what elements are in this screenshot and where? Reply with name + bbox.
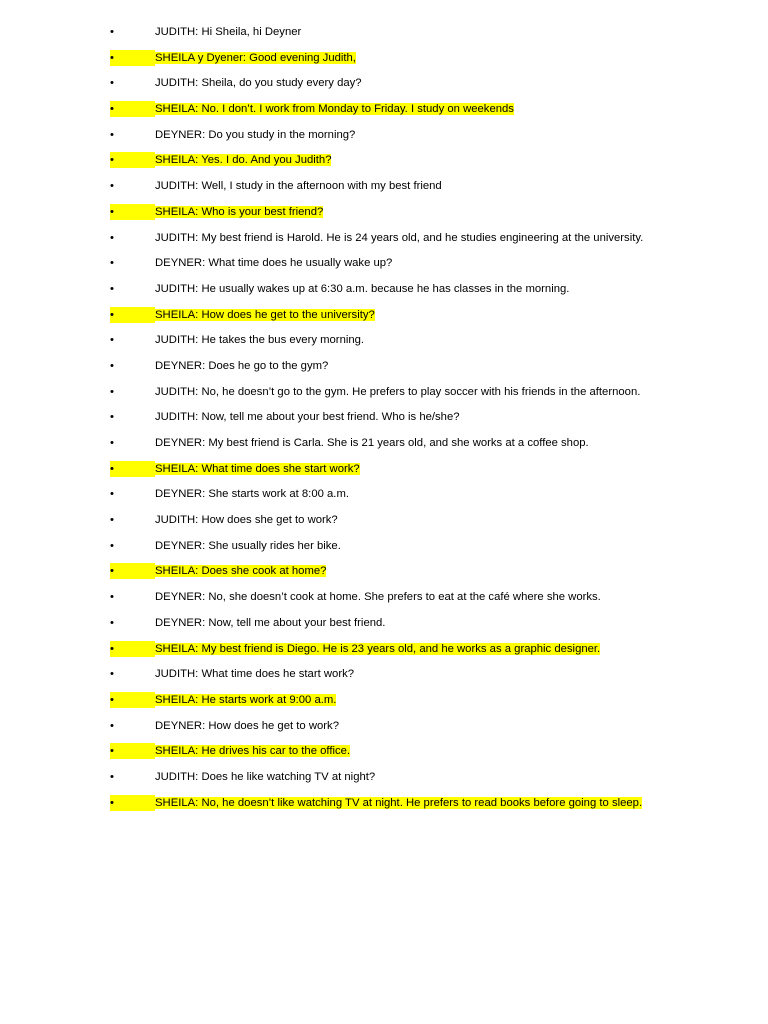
dialogue-line: [110, 255, 670, 271]
line-content: SHEILA: No, he doesn’t like watching TV at night. He prefers to read books before going to sleep.: [155, 796, 643, 809]
bullet-icon: •: [110, 50, 155, 66]
dialogue-line: [110, 24, 670, 40]
line-text: [110, 334, 364, 346]
line-content: SHEILA: He starts work at 9:00 a.m.: [155, 693, 337, 706]
highlighted-text: [110, 745, 350, 757]
line-content: SHEILA: How does he get to the university?: [155, 308, 375, 321]
line-text: [110, 411, 460, 423]
bullet-icon: •: [110, 411, 114, 424]
dialogue-line: [110, 641, 670, 657]
line-content: JUDITH: How does she get to work?: [155, 514, 338, 527]
line-text: [110, 617, 385, 629]
line-content: DEYNER: She starts work at 8:00 a.m.: [155, 488, 349, 501]
dialogue-line: [110, 435, 670, 451]
line-content: JUDITH: Does he like watching TV at night?: [155, 770, 376, 783]
line-content: DEYNER: Does he go to the gym?: [155, 359, 329, 372]
highlighted-text: [110, 565, 326, 577]
line-text: [110, 668, 354, 680]
bullet-icon: •: [110, 101, 155, 117]
line-content: SHEILA: Does she cook at home?: [155, 565, 327, 578]
line-content: SHEILA: My best friend is Diego. He is 23 years old, and he works as a graphic designer.: [155, 642, 601, 655]
bullet-icon: •: [110, 616, 114, 629]
dialogue-line: [110, 50, 670, 66]
bullet-icon: •: [110, 743, 155, 759]
line-content: DEYNER: She usually rides her bike.: [155, 539, 341, 552]
line-text: [110, 488, 349, 500]
bullet-icon: •: [110, 152, 155, 168]
line-content: SHEILA: He drives his car to the office.: [155, 745, 351, 758]
dialogue-line: [110, 563, 670, 579]
dialogue-line: [110, 307, 670, 323]
highlighted-text: [110, 52, 356, 64]
bullet-icon: •: [110, 770, 114, 783]
bullet-icon: •: [110, 795, 155, 811]
dialogue-list: [110, 24, 670, 820]
dialogue-line: [110, 718, 670, 734]
dialogue-line: [110, 204, 670, 220]
dialogue-line: [110, 101, 670, 117]
line-text: [110, 257, 392, 269]
line-content: JUDITH: Now, tell me about your best friend. Who is he/she?: [155, 411, 460, 424]
bullet-icon: •: [110, 641, 155, 657]
dialogue-line: [110, 486, 670, 502]
dialogue-line: [110, 75, 670, 91]
line-text: [110, 514, 338, 526]
dialogue-line: [110, 332, 670, 348]
dialogue-line: [110, 512, 670, 528]
line-text: [110, 26, 301, 38]
bullet-icon: •: [110, 307, 155, 323]
bullet-icon: •: [110, 563, 155, 579]
line-text: [110, 720, 339, 732]
line-content: DEYNER: What time does he usually wake up?: [155, 257, 393, 270]
bullet-icon: •: [110, 719, 114, 732]
dialogue-line: [110, 692, 670, 708]
line-content: SHEILA: What time does she start work?: [155, 462, 360, 475]
line-content: DEYNER: My best friend is Carla. She is 21 years old, and she works at a coffee shop.: [155, 437, 589, 449]
line-content: SHEILA: No. I don’t. I work from Monday to Friday. I study on weekends: [155, 103, 514, 116]
dialogue-line: [110, 127, 670, 143]
line-text: [110, 180, 442, 192]
line-text: [110, 591, 601, 603]
bullet-icon: •: [110, 204, 155, 220]
line-content: JUDITH: Sheila, do you study every day?: [155, 77, 362, 90]
line-text: [110, 437, 589, 449]
bullet-icon: •: [110, 488, 114, 501]
dialogue-line: [110, 152, 670, 168]
line-text: [110, 129, 355, 141]
bullet-icon: •: [110, 539, 114, 552]
dialogue-line: [110, 461, 670, 477]
bullet-icon: •: [110, 77, 114, 90]
line-content: SHEILA y Dyener: Good evening Judith,: [155, 51, 356, 64]
bullet-icon: •: [110, 385, 114, 398]
line-content: DEYNER: Do you study in the morning?: [155, 128, 356, 141]
dialogue-line: [110, 538, 670, 554]
line-content: DEYNER: How does he get to work?: [155, 719, 339, 732]
dialogue-line: [110, 795, 670, 811]
line-text: [110, 360, 328, 372]
bullet-icon: •: [110, 591, 114, 604]
line-content: JUDITH: He takes the bus every morning.: [155, 334, 365, 347]
dialogue-line: [110, 230, 670, 246]
bullet-icon: •: [110, 282, 114, 295]
dialogue-line: [110, 358, 670, 374]
dialogue-line: [110, 769, 670, 785]
line-content: DEYNER: Now, tell me about your best friend.: [155, 616, 386, 629]
highlighted-text: [110, 643, 600, 655]
line-text: [110, 771, 375, 783]
line-text: [110, 386, 640, 398]
dialogue-line: [110, 743, 670, 759]
dialogue-line: [110, 384, 670, 400]
bullet-icon: •: [110, 668, 114, 681]
bullet-icon: •: [110, 128, 114, 141]
dialogue-line: [110, 178, 670, 194]
highlighted-text: [110, 154, 331, 166]
line-content: JUDITH: He usually wakes up at 6:30 a.m. because he has classes in the morning.: [155, 282, 570, 295]
bullet-icon: •: [110, 257, 114, 270]
line-text: [110, 232, 643, 244]
dialogue-line: [110, 281, 670, 297]
highlighted-text: [110, 103, 514, 115]
dialogue-line: [110, 409, 670, 425]
bullet-icon: •: [110, 180, 114, 193]
dialogue-line: [110, 666, 670, 682]
line-text: [110, 540, 341, 552]
line-content: JUDITH: What time does he start work?: [155, 668, 355, 681]
highlighted-text: [110, 206, 323, 218]
dialogue-line: [110, 589, 670, 605]
line-content: JUDITH: Well, I study in the afternoon with my best friend: [155, 180, 442, 193]
bullet-icon: •: [110, 334, 114, 347]
dialogue-line: [110, 615, 670, 631]
highlighted-text: [110, 309, 375, 321]
line-text: [110, 77, 362, 89]
line-content: DEYNER: No, she doesn’t cook at home. She prefers to eat at the café where she works.: [155, 591, 601, 604]
line-content: SHEILA: Yes. I do. And you Judith?: [155, 154, 332, 167]
line-content: JUDITH: My best friend is Harold. He is 24 years old, and he studies engineering at the university.: [155, 231, 644, 244]
highlighted-text: [110, 797, 642, 809]
highlighted-text: [110, 694, 336, 706]
bullet-icon: •: [110, 461, 155, 477]
bullet-icon: •: [110, 692, 155, 708]
line-text: [110, 283, 569, 295]
line-content: JUDITH: No, he doesn’t go to the gym. He prefers to play soccer with his friends in the afternoon.: [155, 385, 641, 398]
bullet-icon: •: [110, 437, 114, 449]
bullet-icon: •: [110, 231, 114, 244]
line-content: SHEILA: Who is your best friend?: [155, 205, 324, 218]
bullet-icon: •: [110, 514, 114, 527]
bullet-icon: •: [110, 26, 114, 38]
bullet-icon: •: [110, 359, 114, 372]
line-content: JUDITH: Hi Sheila, hi Deyner: [155, 26, 302, 38]
highlighted-text: [110, 463, 360, 475]
